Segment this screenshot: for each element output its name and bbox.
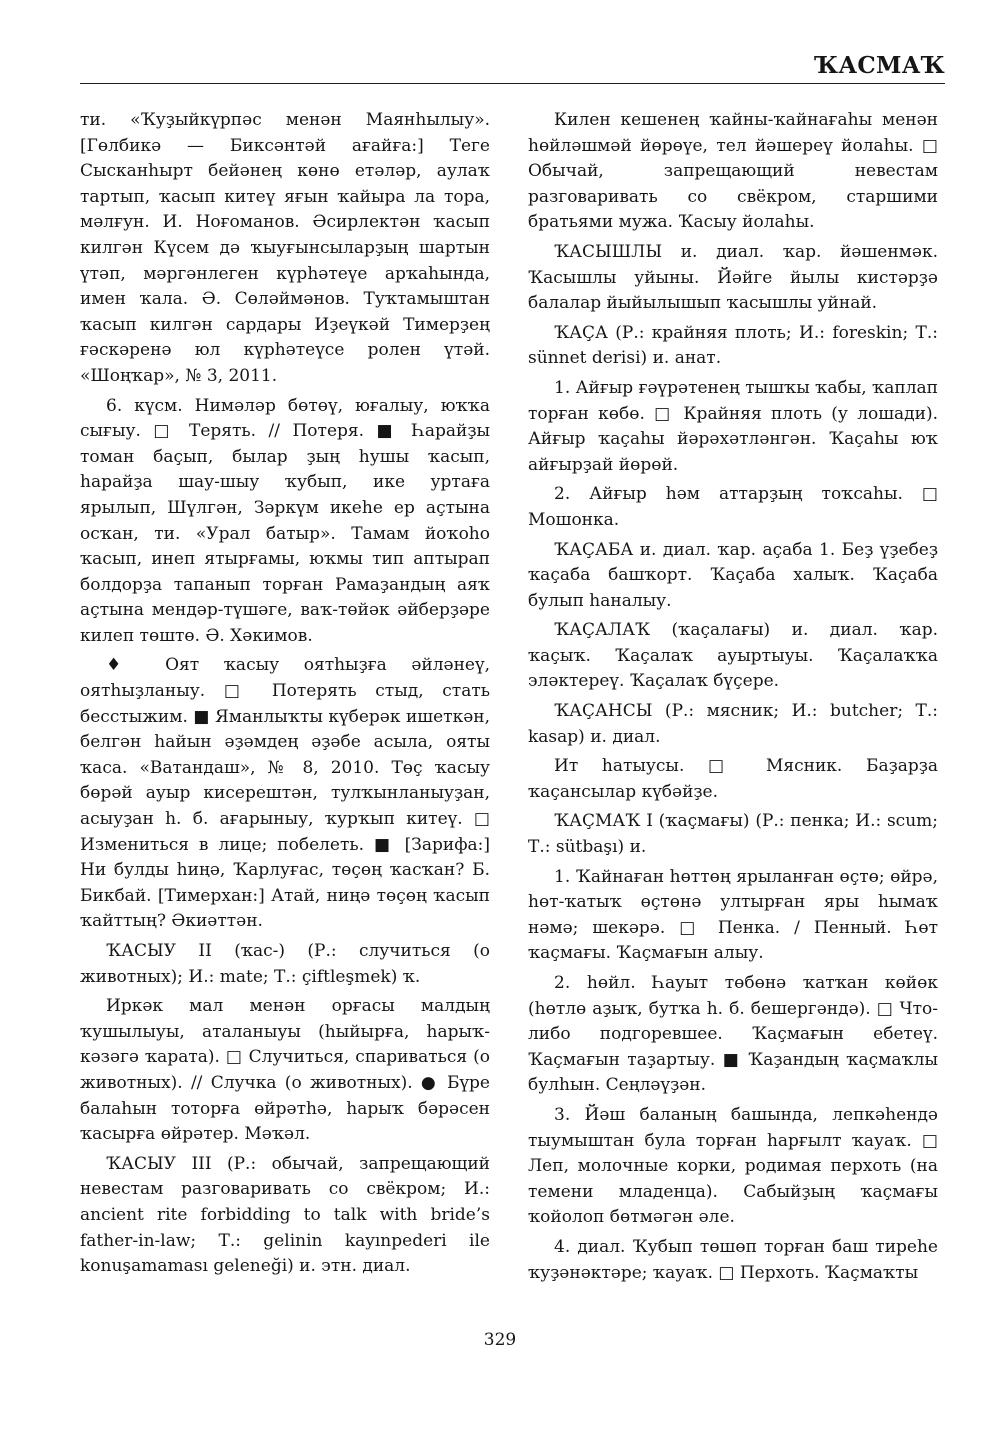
entry-paragraph: ҠАҪАЛАҠ (ҡаҫалағы) и. диал. ҡар. ҡаҫыҡ. Ҡаҫалаҡ ауыртыуы. Ҡаҫалаҡҡа эләктереү. Ҡаҫалаҡ бүҫере.	[528, 620, 938, 692]
entry-paragraph: Ит һатыусы. □ Мясник. Баҙарҙа ҡаҫансылар күбәйҙе.	[528, 756, 938, 802]
entry-paragraph: 2. һөйл. Һауыт төбөнә ҡатҡан көйөк (һөтлө аҙыҡ, бутҡа һ. б. бешергәндә). □ Что-либо подгоревшее. Ҡаҫмағын ебетеү. Ҡаҫмағын таҙартыу. ■ Ҡаҙандың ҡаҫмаҡлы булһын. Сеңләүҙән.	[528, 973, 938, 1096]
entry-paragraph: Иркәк мал менән орғасы малдың ҡушылыуы, аталаныуы (һыйырға, һарыҡ-кәзәгә ҡарата). □ Случиться, спариваться (о животных). // Случка (о животных). ● Бүре балаһын тоторға өйрәтһә, һарыҡ бәрәсен ҡасырға өйрәтер. Мәҡәл.	[80, 996, 490, 1145]
right-column	[528, 108, 938, 1290]
entry-paragraph: 3. Йәш баланың башында, лепкәһендә тыумыштан була торған һарғылт ҡауаҡ. □ Леп, молочные корки, родимая перхоть (на темени младенца). Сабыйҙың ҡаҫмағы ҡойолоп бөтмәгән әле.	[528, 1104, 938, 1228]
left-column	[80, 108, 490, 1284]
entry-paragraph: ҠАСЫУ III (Р.: обычай, запрещающий невестам разговаривать со свёкром; И.: ancient rite forbidding to talk with bride’s father-in-law; Т.: gelinin kayınpederi ile konuşamaması geleneği) и. этн. диал.	[80, 1153, 490, 1277]
entry-paragraph: ҠАҪАБА и. диал. ҡар. аҫаба 1. Беҙ үҙебеҙ ҡаҫаба башҡорт. Ҡаҫаба халыҡ. Ҡаҫаба булып һаналыу.	[528, 539, 938, 611]
entry-paragraph: ҠАСЫШЛЫ и. диал. ҡар. йәшенмәк. Ҡасышлы уйыны. Йәйге йылы кистәрҙә балалар йыйылышып ҡасышлы уйнай.	[528, 241, 938, 314]
entry-paragraph: 1. Ҡайнаған һөттөң ярыланған өҫтө; өйрә, һөт-ҡатыҡ өҫтөнә ултырған яры һымаҡ нәмә; шекәрә. □ Пенка. / Пенный. Һөт ҡаҫмағы. Ҡаҫмағын алыу.	[528, 866, 938, 964]
entry-paragraph: 2. Айғыр һәм аттарҙың тоҡсаһы. □ Мошонка.	[528, 484, 938, 530]
entry-paragraph: ҠАҪАНСЫ (Р.: мясник; И.: butcher; Т.: kasap) и. диал.	[528, 701, 938, 747]
entry-paragraph: ҠАҪМАҠ I (ҡаҫмағы) (Р.: пенка; И.: scum; Т.: sütbaşı) и.	[528, 811, 938, 858]
entry-paragraph: 4. диал. Ҡубып төшөп торған баш тиреһе ҡуҙәнәктәре; ҡауаҡ. □ Перхоть. Ҡаҫмаҡты	[528, 1236, 938, 1283]
entry-paragraph: ҠАСЫУ II (ҡас-) (Р.: случиться (о животных); И.: mate; Т.: çiftleşmek) ҡ.	[80, 941, 490, 987]
entry-paragraph: 6. күсм. Нимәләр бөтөү, юғалыу, юҡҡа сығыу. □ Терять. // Потеря. ■ Һарайҙы томан баҫып, былар ҙың һушы ҡасып, һарайҙа шау-шыу ҡубып, ике уртаға ярылып, Шүлгән, Зәркүм икеһе ер аҫтына осҡан, ти. «Урал батыр». Тамам йоҡоһо ҡасып, инеп ятырғамы, юҡмы тип аптырап болдорҙа тапанып торған Рамаҙандың аяҡ аҫтына мендәр-түшәге, ваҡ-төйәк әйберҙәре килеп төштө. Ә. Хәкимов.	[80, 395, 490, 646]
entry-paragraph: Килен кешенең ҡайны-ҡайнағаһы менән һөйләшмәй йөрөүе, тел йәшереү йолаһы. □ Обычай, запрещающий невестам разговаривать со свёкром, старшими братьями мужа. Ҡасыу йолаһы.	[528, 110, 938, 233]
header-rule	[80, 83, 945, 84]
entry-paragraph: ти. «Ҡуҙыйкүрпәс менән Маянһылыу». [Гөлбикә — Биксәнтәй ағайға:] Теге Сысканһырт бейәнең көнө етәләр, аулаҡ тартып, ҡасып китеү яғын ҡайыра ла тора, мәлғун. И. Ноғоманов. Әсирлектән ҡасып килгән Күсем дә ҡыуғынсыларҙың шартын үтәп, мәргәнлеген күрһәтеүе арҡаһында, имен ҡала. Ә. Сөләймәнов. Туҡтамыштан ҡасып килгән сардары Иҙеүкәй Тимерҙең ғәскәренә юл күрһәтеүсе ролен үтәй. «Шоңҡар», № 3, 2011.	[80, 110, 490, 386]
entry-paragraph: ♦ Оят ҡасыу оятһыҙға әйләнеү, оятһыҙланыу. □ Потерять стыд, стать бесстыжим. ■ Яманлыҡты күберәк ишеткән, белгән һайын әҙәмдең әҙәбе асыла, ояты ҡаса. «Ватандаш», № 8, 2010. Төҫ ҡасыу бөрәй ауыр кисерештән, тулҡынланыуҙан, асыуҙан һ. б. ағарыныу, ҡурҡып китеү. □ Измениться в лице; побелеть. ■ [Зарифа:] Ни булды һиңә, Ҡарлуғас, төҫөң ҡасҡан? Б. Бикбай. [Тимерхан:] Атай, ниңә төҫөң ҡасып ҡайттың? Әкиәттән.	[80, 655, 490, 932]
entry-paragraph: 1. Айғыр ғәүрәтенең тышҡы ҡабы, ҡаплап торған көбө. □ Крайняя плоть (у лошади). Айғыр ҡаҫаһы йәрәхәтләнгән. Ҡаҫаһы юҡ айғырҙай йөрөй.	[528, 377, 938, 475]
page-number: 329	[483, 1330, 517, 1350]
entry-paragraph: ҠАҪА (Р.: крайняя плоть; И.: foreskin; Т.: sünnet derisi) и. анат.	[528, 322, 938, 369]
running-head: ҠАСМАҠ	[814, 52, 945, 79]
